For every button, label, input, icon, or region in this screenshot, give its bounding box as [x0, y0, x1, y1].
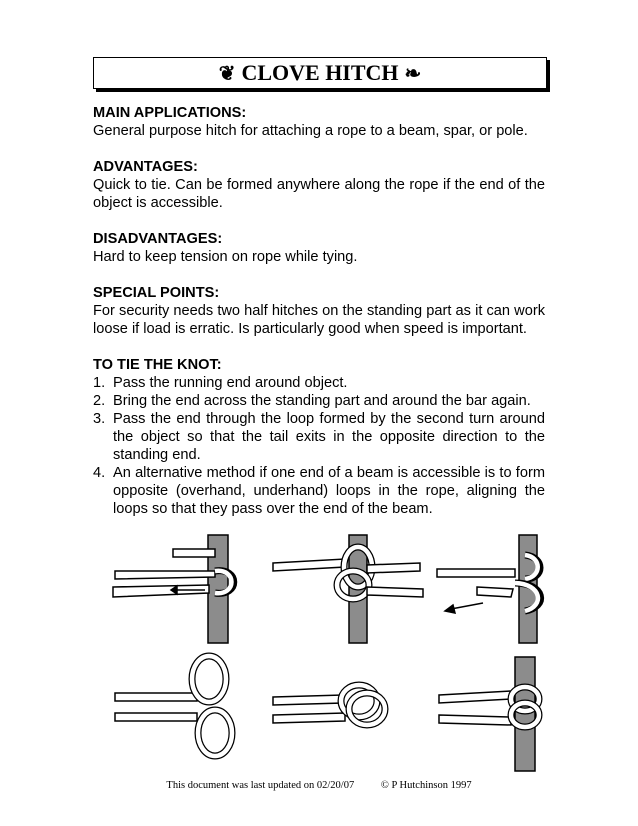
page-footer: [0, 780, 638, 791]
step-item: [93, 464, 545, 518]
section-heading: ADVANTAGES:: [93, 159, 198, 175]
knot-step-2-figure: [273, 535, 423, 643]
section-heading: MAIN APPLICATIONS:: [93, 105, 247, 121]
section-disadvantages: [93, 230, 545, 266]
step-item: [93, 374, 545, 392]
step-number: 3.: [93, 411, 106, 427]
alternative-step-3-figure: [439, 657, 539, 771]
section-text: General purpose hitch for attaching a rope to a beam, spar, or pole.: [93, 123, 528, 139]
alternative-step-2-figure: [273, 685, 385, 725]
section-text: Quick to tie. Can be formed anywhere along the rope if the end of the object is accessible.: [93, 177, 545, 211]
section-advantages: [93, 158, 545, 212]
step-text: Pass the running end around object.: [113, 375, 348, 391]
step-number: 4.: [93, 465, 106, 481]
section-text: For security needs two half hitches on the standing part as it can work loose if load is erratic. Is particularly good when speed is important.: [93, 303, 545, 337]
right-ornament-icon: ❧: [404, 62, 422, 85]
step-text: Pass the end through the loop formed by the second turn around the object so that the tail exits in the opposite direction to the standing end.: [113, 411, 545, 463]
left-ornament-icon: ❦: [218, 62, 236, 85]
last-updated-text: This document was last updated on 02/20/07: [166, 780, 355, 791]
steps-list: [93, 374, 545, 518]
step-item: [93, 392, 545, 410]
step-item: [93, 410, 545, 464]
step-number: 1.: [93, 375, 106, 391]
document-body: [93, 104, 545, 536]
step-text: Bring the end across the standing part and around the bar again.: [113, 393, 531, 409]
knot-step-1-figure: [113, 535, 234, 643]
step-text: An alternative method if one end of a beam is accessible is to form opposite (overhand, underhand) loops in the rope, aligning the loops so that they pass over the end of the beam.: [113, 465, 545, 517]
title-box: [93, 57, 547, 89]
section-main-applications: [93, 104, 545, 140]
section-special-points: [93, 284, 545, 338]
section-heading: TO TIE THE KNOT:: [93, 357, 222, 373]
knot-illustrations: [105, 527, 553, 775]
section-heading: SPECIAL POINTS:: [93, 285, 220, 301]
knot-step-3-figure: [437, 535, 541, 643]
section-to-tie: [93, 356, 545, 518]
section-text: Hard to keep tension on rope while tying.: [93, 249, 358, 265]
alternative-step-1-figure: [115, 656, 232, 756]
step-number: 2.: [93, 393, 106, 409]
section-heading: DISADVANTAGES:: [93, 231, 223, 247]
copyright-text: © P Hutchinson 1997: [380, 780, 472, 791]
page-title: CLOVE HITCH: [241, 60, 399, 85]
